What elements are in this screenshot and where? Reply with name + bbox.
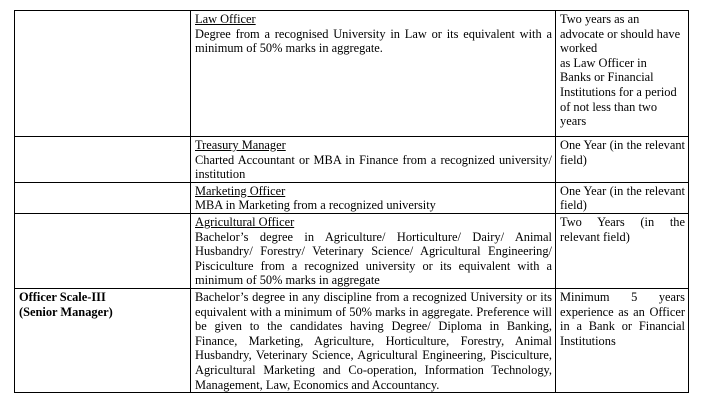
qualification-text: Charted Accountant or MBA in Finance from a recognized university/ institution (195, 152, 552, 182)
eligibility-table (14, 10, 689, 393)
post-name: Officer Scale-III (19, 289, 106, 304)
experience-cell (556, 137, 689, 183)
table-row (15, 137, 689, 183)
experience-cell (556, 288, 689, 392)
post-title: Agricultural Officer (195, 214, 295, 229)
qualification-text: MBA in Marketing from a recognized university (195, 198, 436, 213)
qualification-cell (191, 213, 556, 288)
qualification-cell (191, 288, 556, 392)
experience-text: Minimum 5 years experience as an Officer in a Bank or Financial Institutions (560, 289, 685, 348)
experience-cell (556, 182, 689, 213)
experience-text: One Year (in the relevant field) (560, 183, 685, 213)
post-title: Law Officer (195, 12, 256, 26)
experience-line: Institutions for a period (560, 84, 677, 99)
experience-text: Two Years (in the relevant field) (560, 214, 685, 244)
experience-line: as Law Officer in (560, 55, 647, 70)
qualification-text: Degree from a recognised University in Law or its equivalent with a minimum of 50% marks in aggregate. (195, 26, 552, 56)
qualification-cell (191, 182, 556, 213)
qualification-cell (191, 137, 556, 183)
experience-text: One Year (in the relevant field) (560, 138, 685, 167)
qualification-text: Bachelor’s degree in Agriculture/ Horticulture/ Dairy/ Animal Husbandry/ Forestry/ Veterinary Science/ Agricultural Engineering/ Pisciculture from a recognized university or its equivalent with a minimum of 50% marks in aggregate (195, 229, 552, 288)
table-row (15, 213, 689, 288)
table-row (15, 11, 689, 137)
table-row (15, 288, 689, 392)
experience-line: years (560, 114, 587, 129)
experience-cell (556, 213, 689, 288)
post-designation: (Senior Manager) (19, 304, 113, 319)
experience-line: Two years as an (560, 12, 640, 26)
post-title: Marketing Officer (195, 183, 286, 198)
post-cell (15, 288, 191, 392)
post-cell (15, 182, 191, 213)
qualification-text: Bachelor’s degree in any discipline from a recognized University or its equivalent with a minimum of 50% marks in aggregate. Preference will be given to the candidates having Degree/ Diploma in Banking, Finance, Marketing, Agriculture, Horticulture, Forestry, Animal Husbandry, Veterinary Science, Agricultural Engineering, Pisciculture, Agricultural Marketing and Co-operation, Information Technology, Management, Law, Economics and Accountancy. (195, 289, 552, 392)
experience-line: worked (560, 41, 598, 56)
post-cell (15, 213, 191, 288)
post-title: Treasury Manager (195, 138, 286, 152)
qualification-cell (191, 11, 556, 137)
experience-cell (556, 11, 689, 137)
post-cell (15, 11, 191, 137)
experience-line: advocate or should have (560, 26, 681, 41)
post-cell (15, 137, 191, 183)
experience-line: Banks or Financial (560, 70, 654, 85)
table-row (15, 182, 689, 213)
experience-line: of not less than two (560, 99, 658, 114)
